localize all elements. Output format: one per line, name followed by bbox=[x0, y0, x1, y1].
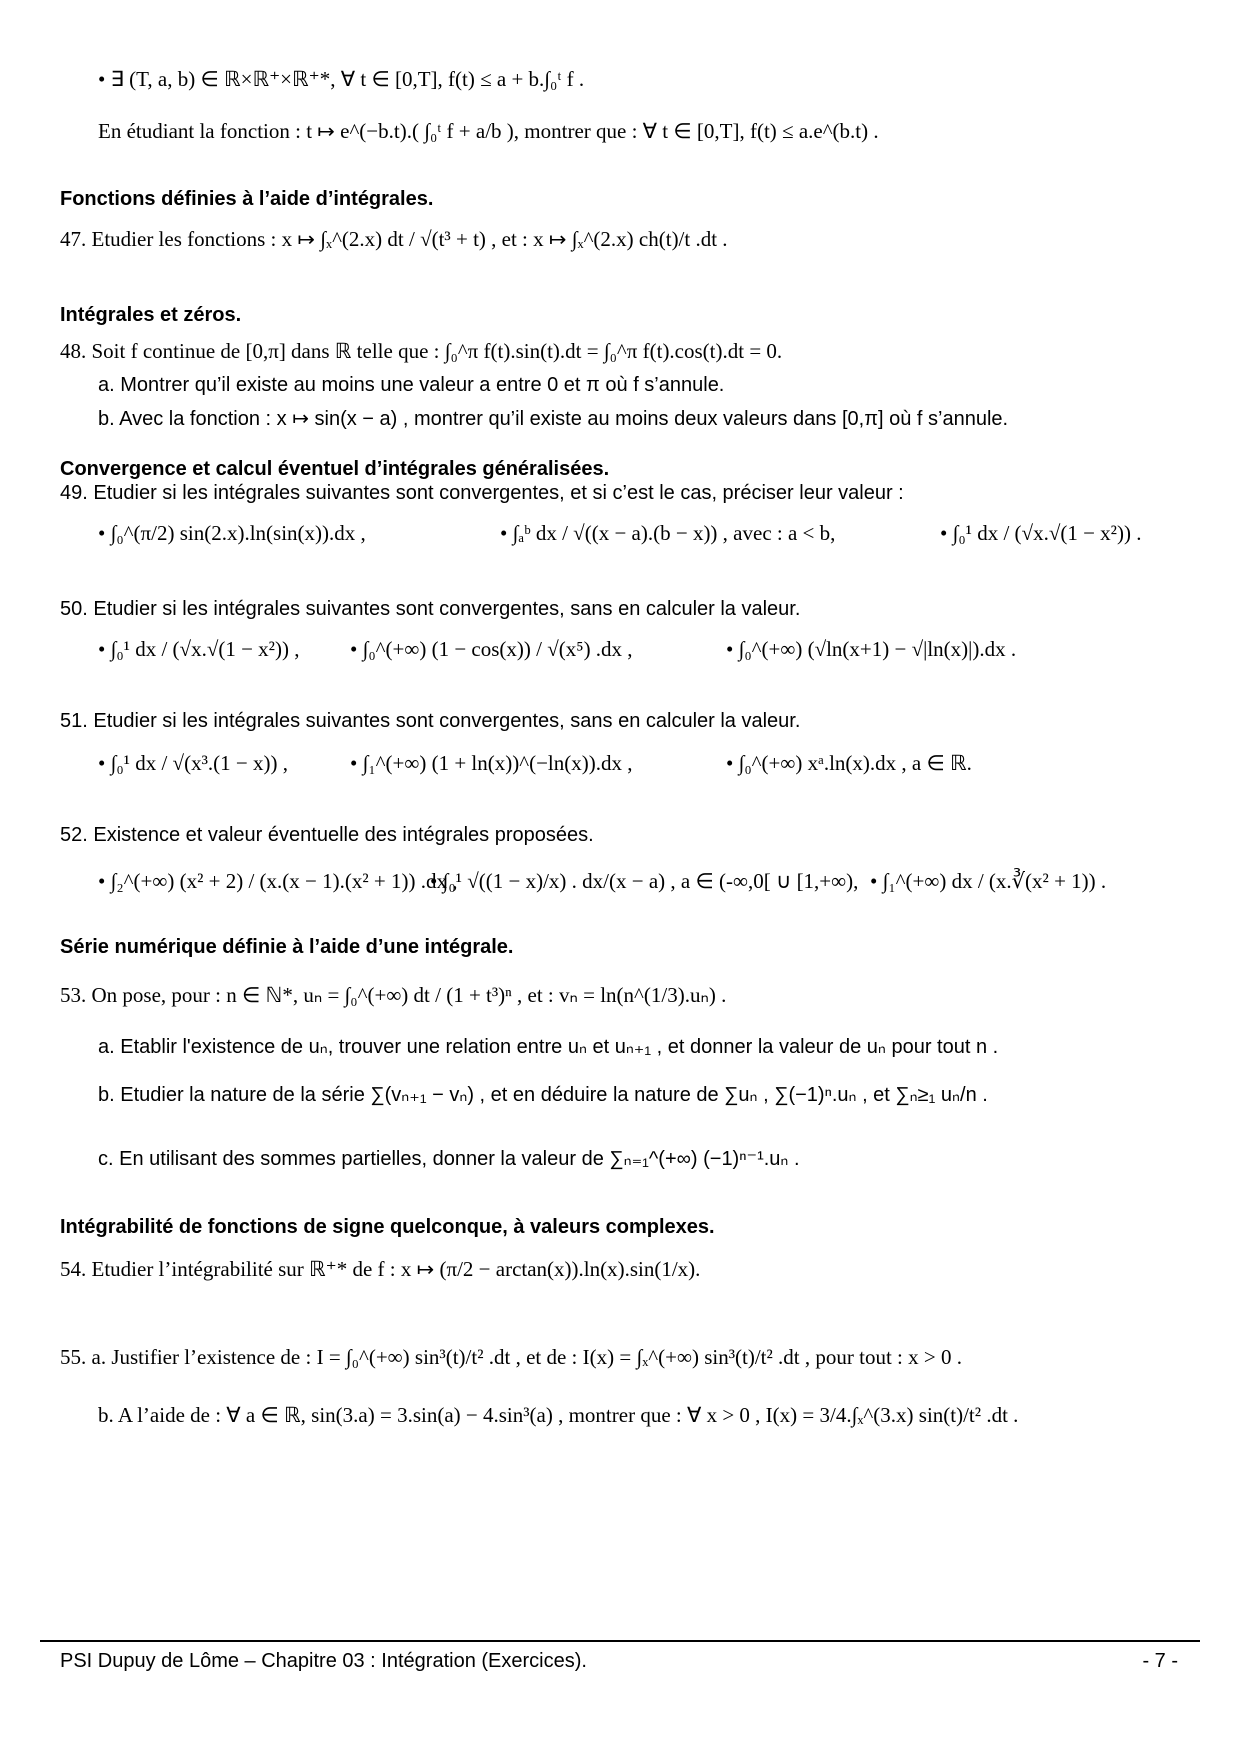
exercise-50-item-3: • ∫₀^(+∞) (√ln(x+1) − √|ln(x)|).dx . bbox=[726, 637, 1017, 661]
exercise-51-item-2: • ∫₁^(+∞) (1 + ln(x))^(−ln(x)).dx , bbox=[350, 751, 633, 775]
exercise-48b: b. Avec la fonction : x ↦ sin(x − a) , montrer qu’il existe au moins deux valeurs dans [0,π] où f s’annule. bbox=[98, 408, 1009, 430]
exercise-48: 48. Soit f continue de [0,π] dans ℝ telle que : ∫₀^π f(t).sin(t).dt = ∫₀^π f(t).cos(t).dt = 0. bbox=[60, 339, 783, 363]
exercise-55b: b. A l’aide de : ∀ a ∈ ℝ, sin(3.a) = 3.sin(a) − 4.sin³(a) , montrer que : ∀ x > 0 , I(x) = 3/4.∫ₓ^(3.x) sin(t)/t² .dt . bbox=[98, 1403, 1019, 1427]
exercise-53c: c. En utilisant des sommes partielles, donner la valeur de ∑ₙ₌₁^(+∞) (−1)ⁿ⁻¹.uₙ . bbox=[98, 1148, 800, 1170]
exercise-51-item-3: • ∫₀^(+∞) xᵃ.ln(x).dx , a ∈ ℝ. bbox=[726, 751, 972, 775]
exercise-46-text: En étudiant la fonction : t ↦ e^(−b.t).( ∫₀ᵗ f + a/b ), montrer que : ∀ t ∈ [0,T], f(t) ≤ a.e^(b.t) . bbox=[98, 119, 879, 143]
exercise-53a: a. Etablir l'existence de uₙ, trouver une relation entre uₙ et uₙ₊₁ , et donner la valeur de uₙ pour tout n . bbox=[98, 1036, 999, 1058]
section-heading-fonctions: Fonctions définies à l’aide d’intégrales. bbox=[60, 188, 434, 210]
exercise-49-item-1: • ∫₀^(π/2) sin(2.x).ln(sin(x)).dx , bbox=[98, 521, 366, 545]
exercise-52-item-2: • ∫₀¹ √((1 − x)/x) . dx/(x − a) , a ∈ (-∞,0[ ∪ [1,+∞), bbox=[430, 869, 859, 893]
exercise-53b: b. Etudier la nature de la série ∑(vₙ₊₁ − vₙ) , et en déduire la nature de ∑uₙ , ∑(−1)ⁿ.uₙ , et ∑ₙ≥₁ uₙ/n . bbox=[98, 1084, 988, 1106]
exercise-49-item-2: • ∫ₐᵇ dx / √((x − a).(b − x)) , avec : a < b, bbox=[500, 521, 836, 545]
footer-title: PSI Dupuy de Lôme – Chapitre 03 : Intégration (Exercices). bbox=[60, 1650, 587, 1672]
section-heading-serie: Série numérique définie à l’aide d’une intégrale. bbox=[60, 936, 514, 958]
exercise-50-item-1: • ∫₀¹ dx / (√x.√(1 − x²)) , bbox=[98, 637, 300, 661]
exercise-50: 50. Etudier si les intégrales suivantes sont convergentes, sans en calculer la valeur. bbox=[60, 598, 801, 620]
exercise-53: 53. On pose, pour : n ∈ ℕ*, uₙ = ∫₀^(+∞) dt / (1 + t³)ⁿ , et : vₙ = ln(n^(1/3).uₙ) . bbox=[60, 983, 727, 1007]
exercise-52-item-3: • ∫₁^(+∞) dx / (x.∛(x² + 1)) . bbox=[870, 869, 1107, 893]
exercise-47: 47. Etudier les fonctions : x ↦ ∫ₓ^(2.x) dt / √(t³ + t) , et : x ↦ ∫ₓ^(2.x) ch(t)/t .dt . bbox=[60, 227, 728, 251]
exercise-51: 51. Etudier si les intégrales suivantes sont convergentes, sans en calculer la valeur. bbox=[60, 710, 801, 732]
exercise-50-item-2: • ∫₀^(+∞) (1 − cos(x)) / √(x⁵) .dx , bbox=[350, 637, 633, 661]
exercise-51-item-1: • ∫₀¹ dx / √(x³.(1 − x)) , bbox=[98, 751, 288, 775]
exercise-49-item-3: • ∫₀¹ dx / (√x.√(1 − x²)) . bbox=[940, 521, 1142, 545]
footer-divider bbox=[40, 1640, 1200, 1642]
exercise-54: 54. Etudier l’intégrabilité sur ℝ⁺* de f : x ↦ (π/2 − arctan(x)).ln(x).sin(1/x). bbox=[60, 1257, 701, 1281]
page-number: - 7 - bbox=[1142, 1650, 1178, 1672]
section-heading-convergence: Convergence et calcul éventuel d’intégrales généralisées. bbox=[60, 458, 610, 480]
exercise-55a: 55. a. Justifier l’existence de : I = ∫₀^(+∞) sin³(t)/t² .dt , et de : I(x) = ∫ₓ^(+∞) sin³(t)/t² .dt , pour tout : x > 0 . bbox=[60, 1345, 962, 1369]
section-heading-zeros: Intégrales et zéros. bbox=[60, 304, 242, 326]
exercise-46-bullet: • ∃ (T, a, b) ∈ ℝ×ℝ⁺×ℝ⁺*, ∀ t ∈ [0,T], f(t) ≤ a + b.∫₀ᵗ f . bbox=[98, 67, 585, 91]
exercise-49: 49. Etudier si les intégrales suivantes sont convergentes, et si c’est le cas, préciser leur valeur : bbox=[60, 482, 904, 504]
exercise-48a: a. Montrer qu’il existe au moins une valeur a entre 0 et π où f s’annule. bbox=[98, 374, 725, 396]
exercise-52: 52. Existence et valeur éventuelle des intégrales proposées. bbox=[60, 824, 594, 846]
exercise-52-item-1: • ∫₂^(+∞) (x² + 2) / (x.(x − 1).(x² + 1)) .dx , bbox=[98, 869, 458, 893]
section-heading-integrabilite: Intégrabilité de fonctions de signe quelconque, à valeurs complexes. bbox=[60, 1216, 715, 1238]
